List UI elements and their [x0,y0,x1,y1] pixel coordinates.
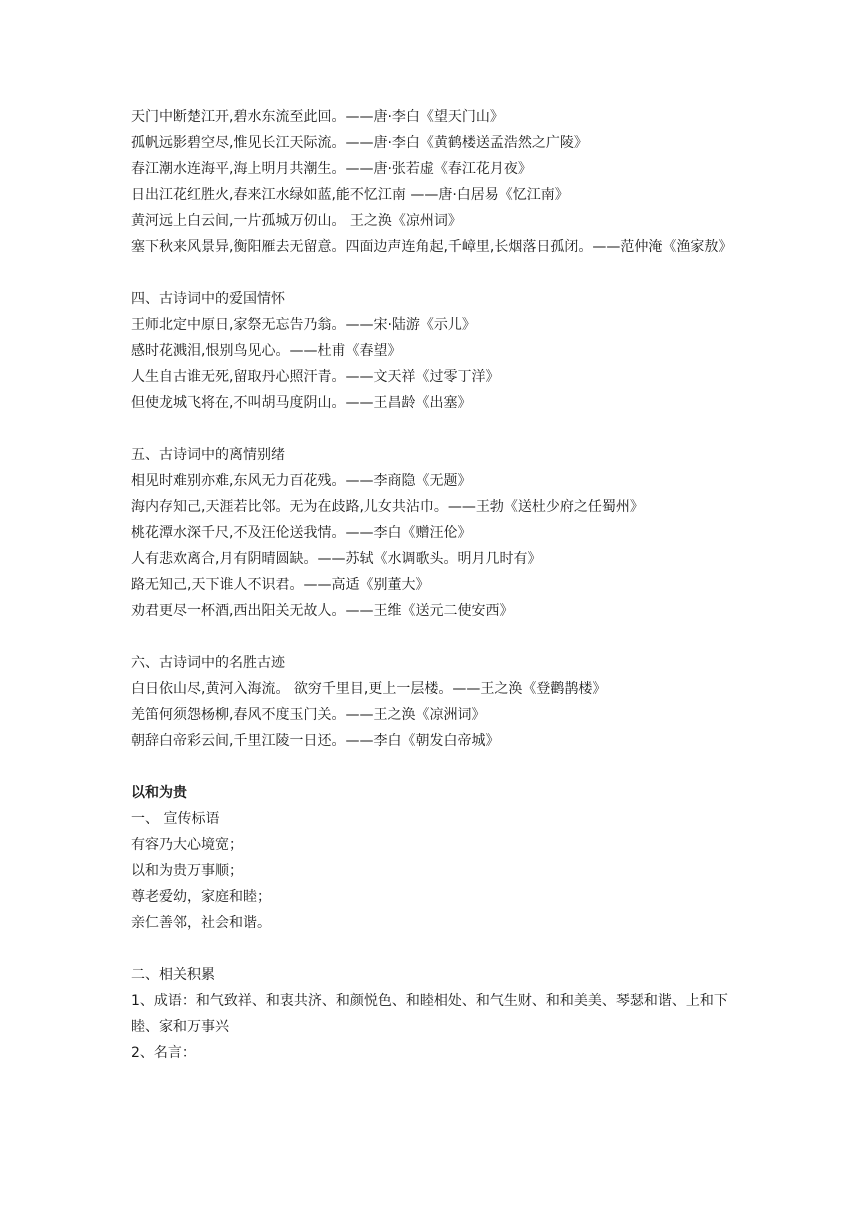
spacer [131,624,750,650]
poem-block-scenery [131,104,750,260]
poem-line: 黄河远上白云间,一片孤城万仞山。 王之涣《凉州词》 [131,213,462,229]
section-heading: 二、相关积累 [131,967,215,983]
poem-line: 但使龙城飞将在,不叫胡马度阴山。——王昌龄《出塞》 [131,395,472,411]
spacer [131,754,750,780]
poem-line: 天门中断楚江开,碧水东流至此回。——唐·李白《望天门山》 [131,109,504,125]
poem-line: 人生自古谁无死,留取丹心照汗青。——文天祥《过零丁洋》 [131,369,500,385]
poem-line: 路无知己,天下谁人不识君。——高适《别董大》 [131,577,430,593]
spacer [131,260,750,286]
section-farewell [131,442,750,624]
poem-line: 孤帆远影碧空尽,惟见长江天际流。——唐·李白《黄鹤楼送孟浩然之广陵》 [131,135,588,151]
poem-line: 春江潮水连海平,海上明月共潮生。——唐·张若虚《春江花月夜》 [131,161,532,177]
poem-line: 相见时难别亦难,东风无力百花残。——李商隐《无题》 [131,473,472,489]
idioms-paragraph: 1、成语：和气致祥、和衷共济、和颜悦色、和睦相处、和气生财、和和美美、琴瑟和谐、上和下睦、家和万事兴 [131,993,728,1035]
section-patriotism [131,286,750,416]
section-heading: 一、 宣传标语 [131,811,220,827]
slogan-line: 亲仁善邻，社会和谐。 [131,915,271,931]
topic-harmony [131,780,750,1066]
topic-title: 以和为贵 [131,785,187,801]
poem-line: 感时花溅泪,恨别鸟见心。——杜甫《春望》 [131,343,402,359]
slogan-line: 有容乃大心境宽； [131,837,243,853]
poem-line: 白日依山尽,黄河入海流。 欲穷千里目,更上一层楼。——王之涣《登鹳鹊楼》 [131,681,607,697]
poem-line: 塞下秋来风景异,衡阳雁去无留意。四面边声连角起,千嶂里,长烟落日孤闭。——范仲淹《渔家敖》 [131,239,733,255]
poem-line: 羌笛何须怨杨柳,春风不度玉门关。——王之涣《凉洲词》 [131,707,486,723]
spacer [131,936,750,962]
poem-line: 桃花潭水深千尺,不及汪伦送我情。——李白《赠汪伦》 [131,525,472,541]
section-landmarks [131,650,750,754]
poem-line: 劝君更尽一杯酒,西出阳关无故人。——王维《送元二使安西》 [131,603,514,619]
section-heading: 五、古诗词中的离情别绪 [131,447,285,463]
poem-line: 朝辞白帝彩云间,千里江陵一日还。——李白《朝发白帝城》 [131,733,500,749]
poem-line: 日出江花红胜火,春来江水绿如蓝,能不忆江南 ——唐·白居易《忆江南》 [131,187,569,203]
slogan-line: 以和为贵万事顺； [131,863,243,879]
spacer [131,416,750,442]
quotes-label: 2、名言： [131,1045,196,1061]
section-heading: 四、古诗词中的爱国情怀 [131,291,285,307]
section-heading: 六、古诗词中的名胜古迹 [131,655,285,671]
slogan-line: 尊老爱幼，家庭和睦； [131,889,271,905]
poem-line: 海内存知己,天涯若比邻。无为在歧路,儿女共沾巾。——王勃《送杜少府之任蜀州》 [131,499,644,515]
poem-line: 人有悲欢离合,月有阴晴圆缺。——苏轼《水调歌头。明月几时有》 [131,551,542,567]
poem-line: 王师北定中原日,家祭无忘告乃翁。——宋·陆游《示儿》 [131,317,476,333]
